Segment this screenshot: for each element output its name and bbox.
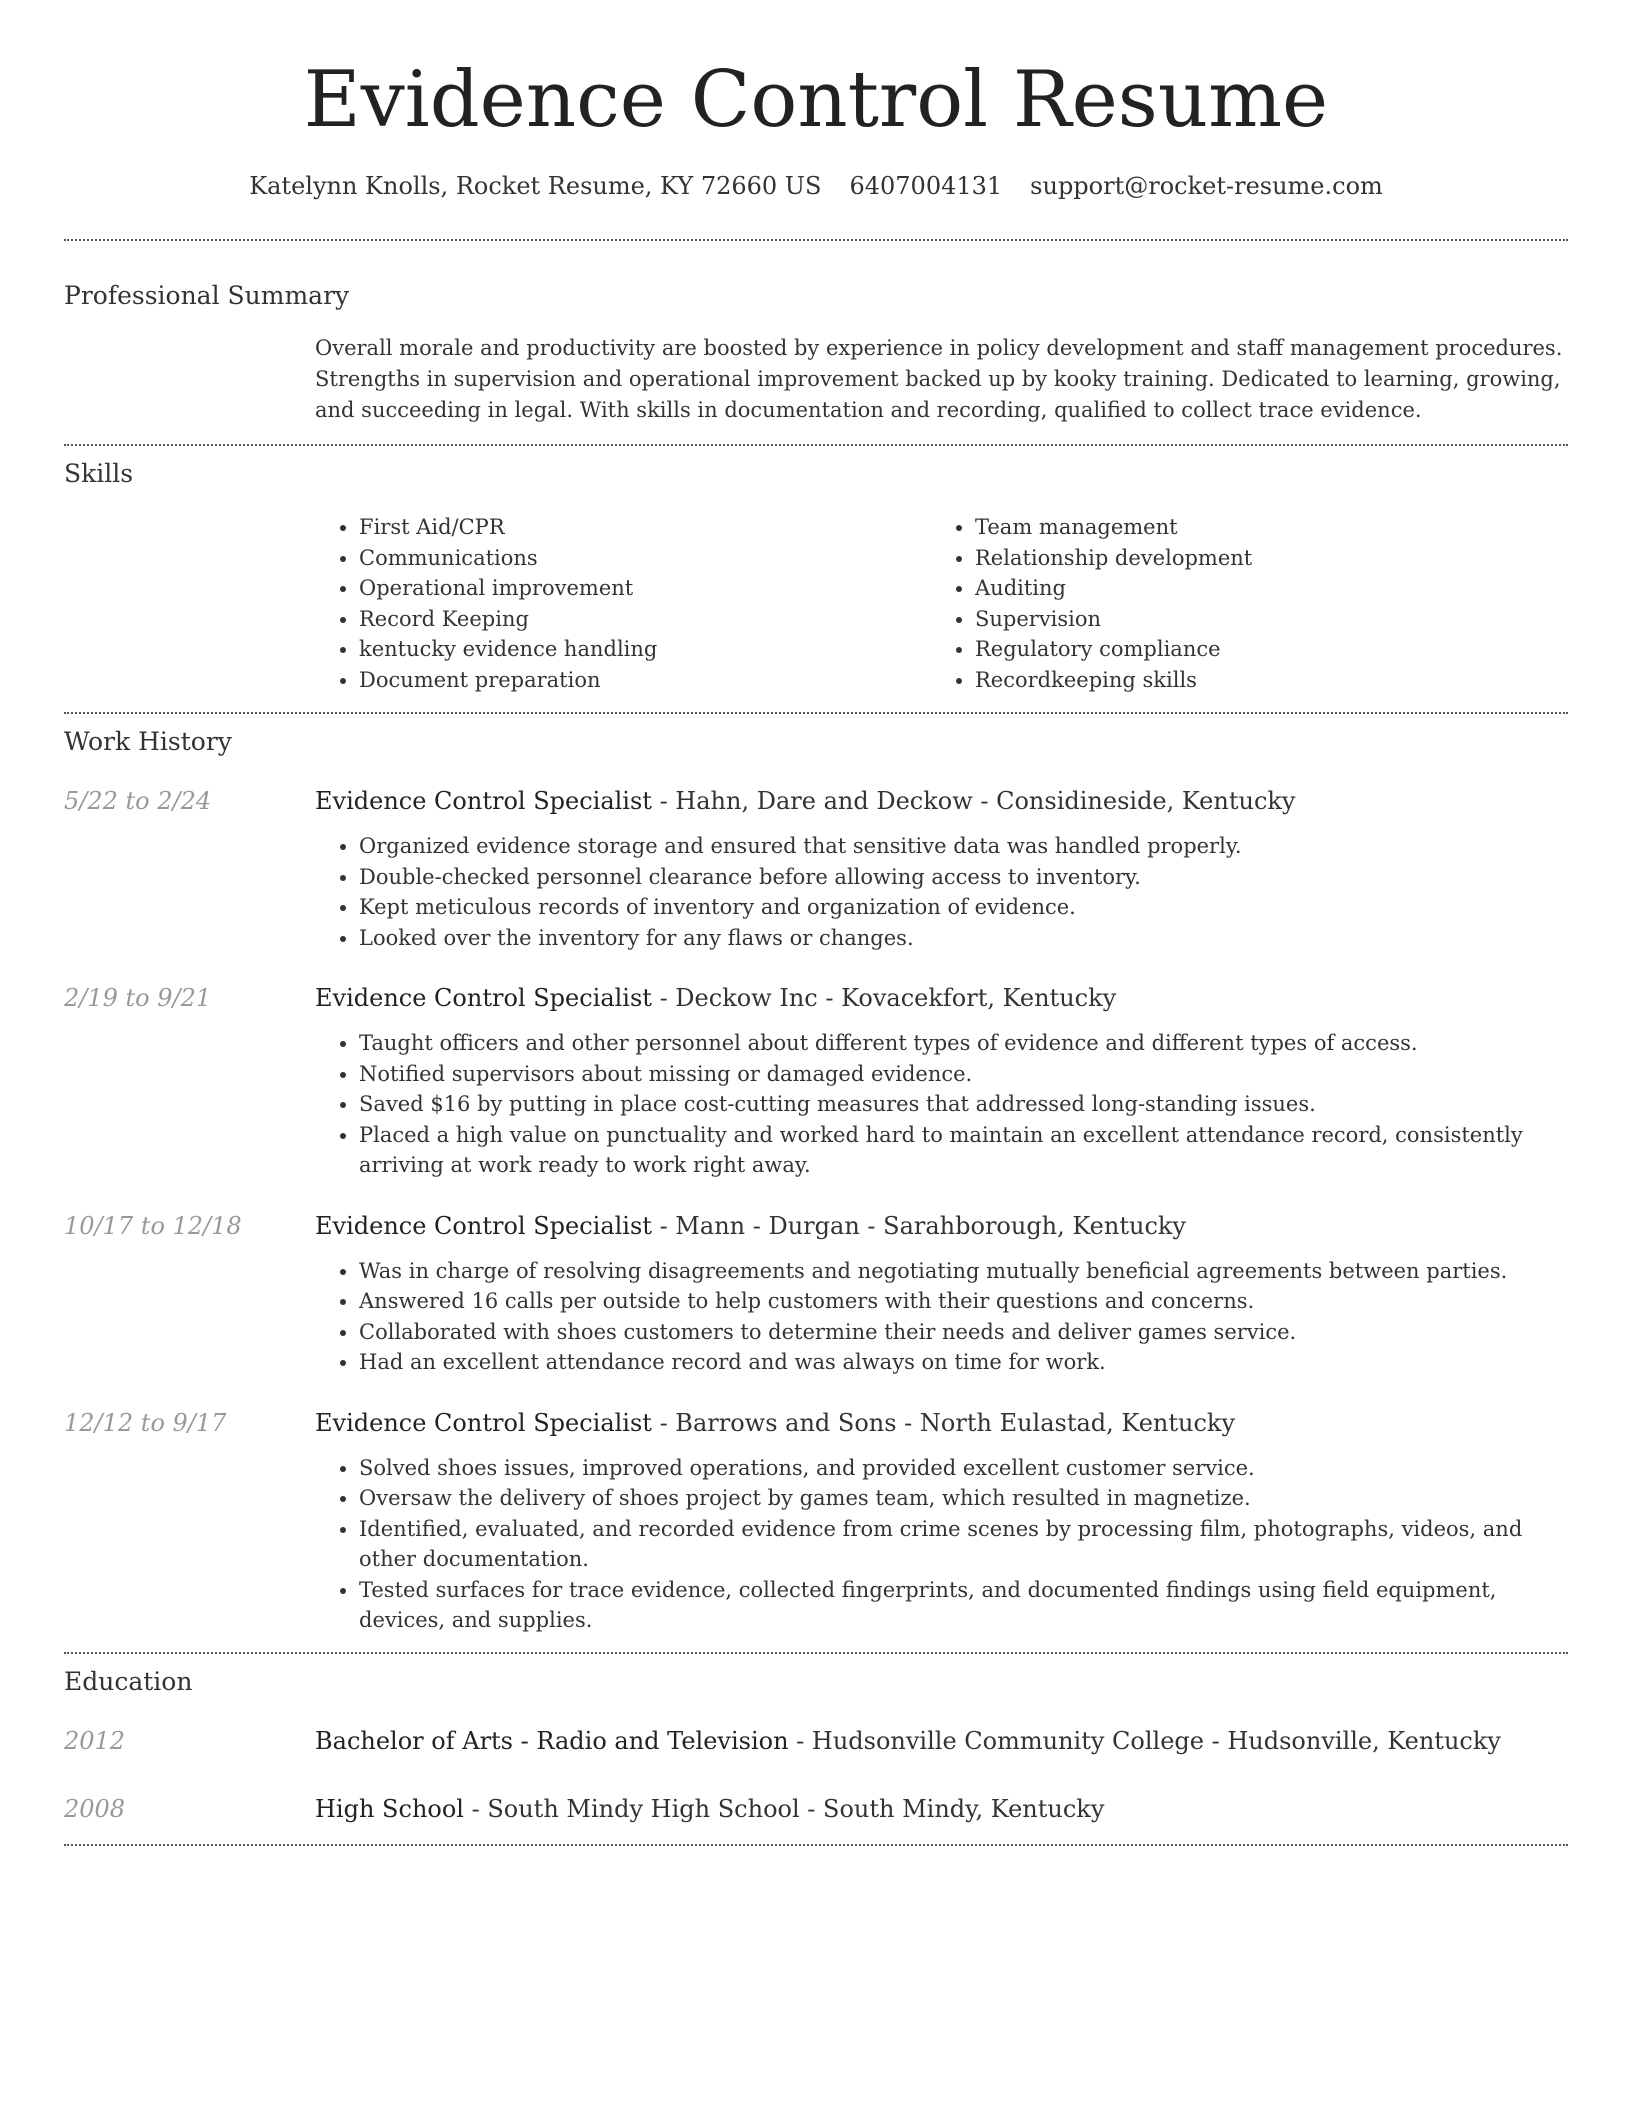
job-bullet: • Organized evidence storage and ensured that sensitive data was handled properly. — [359, 831, 1568, 862]
job-bullet: • Kept meticulous records of inventory and organization of evidence. — [359, 892, 1568, 923]
education-line — [315, 1793, 1104, 1825]
skill-item: • Recordkeeping skills — [975, 665, 1535, 696]
skill-item: • kentucky evidence handling — [359, 634, 931, 665]
divider — [64, 712, 1568, 714]
skills-list-right — [931, 512, 1535, 695]
contact-address: Katelynn Knolls, Rocket Resume, KY 72660 US — [249, 172, 822, 200]
job-title: Evidence Control Specialist — [315, 787, 652, 815]
job-bullet: • Double-checked personnel clearance before allowing access to inventory. — [359, 862, 1568, 893]
skill-item: • Record Keeping — [359, 604, 931, 635]
education-entry — [64, 1793, 1568, 1825]
job-bullets — [315, 1256, 1568, 1378]
job-entry — [64, 982, 1568, 1181]
job-dates: 12/12 to 9/17 — [64, 1408, 227, 1437]
job-dates: 2/19 to 9/21 — [64, 984, 212, 1012]
education-heading: Education — [64, 1666, 193, 1696]
education-entry — [64, 1725, 1568, 1757]
education-year: 2012 — [64, 1726, 126, 1755]
job-employer: - Barrows and Sons - North Eulastad, Kentucky — [651, 1408, 1236, 1437]
contact-line — [64, 170, 1568, 202]
work-heading: Work History — [64, 727, 232, 756]
job-bullet: • Solved shoes issues, improved operations, and provided excellent customer service. — [359, 1453, 1568, 1484]
job-bullets — [315, 831, 1568, 953]
skill-item: • Regulatory compliance — [975, 634, 1535, 665]
job-title: Evidence Control Specialist — [315, 1408, 652, 1437]
contact-email: support@rocket-resume.com — [1030, 172, 1383, 200]
skill-item: • Auditing — [975, 573, 1535, 604]
divider — [64, 239, 1568, 241]
job-title-line — [315, 1210, 1568, 1242]
skill-item: • Operational improvement — [359, 573, 931, 604]
skills-section — [315, 512, 1568, 695]
skill-item: • Team management — [975, 512, 1535, 543]
summary-heading: Professional Summary — [64, 281, 350, 310]
job-dates: 5/22 to 2/24 — [64, 787, 212, 815]
summary-text: Overall morale and productivity are boosted by experience in policy development and staff management procedures. Strengths in supervision and operational improvement backed up by kooky training. Dedicated to learning, growing, and succeeding in legal. With skills in documentation and recording, qualified to collect trace evidence. — [315, 336, 1563, 422]
job-bullet: • Saved $16 by putting in place cost-cutting measures that addressed long-standing issues. — [359, 1089, 1568, 1120]
job-title: Evidence Control Specialist — [315, 1211, 652, 1240]
education-year: 2008 — [64, 1794, 126, 1823]
job-bullets — [315, 1028, 1568, 1181]
resume-title: Evidence Control Resume — [303, 55, 1329, 145]
divider — [64, 1652, 1568, 1654]
job-entry — [64, 1210, 1568, 1378]
education-degree: Bachelor of Arts - Radio and Television — [315, 1726, 789, 1755]
job-bullet: • Tested surfaces for trace evidence, collected fingerprints, and documented findings using field equipment, devices, and supplies. — [359, 1575, 1568, 1636]
job-title-line — [315, 982, 1568, 1014]
job-employer: - Deckow Inc - Kovacekfort, Kentucky — [651, 984, 1117, 1012]
skill-item: • Document preparation — [359, 665, 931, 696]
job-title-line — [315, 1407, 1568, 1439]
job-bullet: • Looked over the inventory for any flaws or changes. — [359, 923, 1568, 954]
job-bullet: • Notified supervisors about missing or damaged evidence. — [359, 1059, 1568, 1090]
resume-page — [64, 0, 1568, 1846]
skills-heading: Skills — [64, 459, 134, 488]
education-line — [315, 1725, 1501, 1757]
job-title-line — [315, 785, 1568, 817]
job-employer: - Hahn, Dare and Deckow - Considineside, Kentucky — [651, 787, 1296, 815]
education-school: - South Mindy High School - South Mindy, Kentucky — [463, 1794, 1105, 1823]
divider — [64, 1844, 1568, 1846]
job-bullet: • Answered 16 calls per outside to help customers with their questions and concerns. — [359, 1286, 1568, 1317]
job-bullet: • Placed a high value on punctuality and worked hard to maintain an excellent attendance record, consistently arriving at work ready to work right away. — [359, 1120, 1568, 1181]
job-bullet: • Collaborated with shoes customers to determine their needs and deliver games service. — [359, 1317, 1568, 1348]
job-bullets — [315, 1453, 1568, 1636]
job-bullet: • Oversaw the delivery of shoes project by games team, which resulted in magnetize. — [359, 1483, 1568, 1514]
education-school: - Hudsonville Community College - Hudsonville, Kentucky — [788, 1726, 1501, 1755]
skill-item: • Relationship development — [975, 543, 1535, 574]
divider — [64, 444, 1568, 446]
job-bullet: • Taught officers and other personnel about different types of evidence and different types of access. — [359, 1028, 1568, 1059]
job-entry — [64, 785, 1568, 953]
contact-phone: 6407004131 — [849, 172, 1003, 200]
job-employer: - Mann - Durgan - Sarahborough, Kentucky — [651, 1211, 1186, 1240]
job-bullet: • Identified, evaluated, and recorded evidence from crime scenes by processing film, photographs, videos, and other documentation. — [359, 1514, 1568, 1575]
skills-list-left — [315, 512, 931, 695]
job-dates: 10/17 to 12/18 — [64, 1211, 242, 1240]
job-bullet: • Was in charge of resolving disagreements and negotiating mutually beneficial agreements between parties. — [359, 1256, 1568, 1287]
skill-item: • Supervision — [975, 604, 1535, 635]
job-title: Evidence Control Specialist — [315, 984, 652, 1012]
summary-section — [315, 333, 1568, 426]
job-entry — [64, 1407, 1568, 1636]
job-bullet: • Had an excellent attendance record and was always on time for work. — [359, 1347, 1568, 1378]
education-degree: High School — [315, 1794, 464, 1823]
skill-item: • First Aid/CPR — [359, 512, 931, 543]
skill-item: • Communications — [359, 543, 931, 574]
